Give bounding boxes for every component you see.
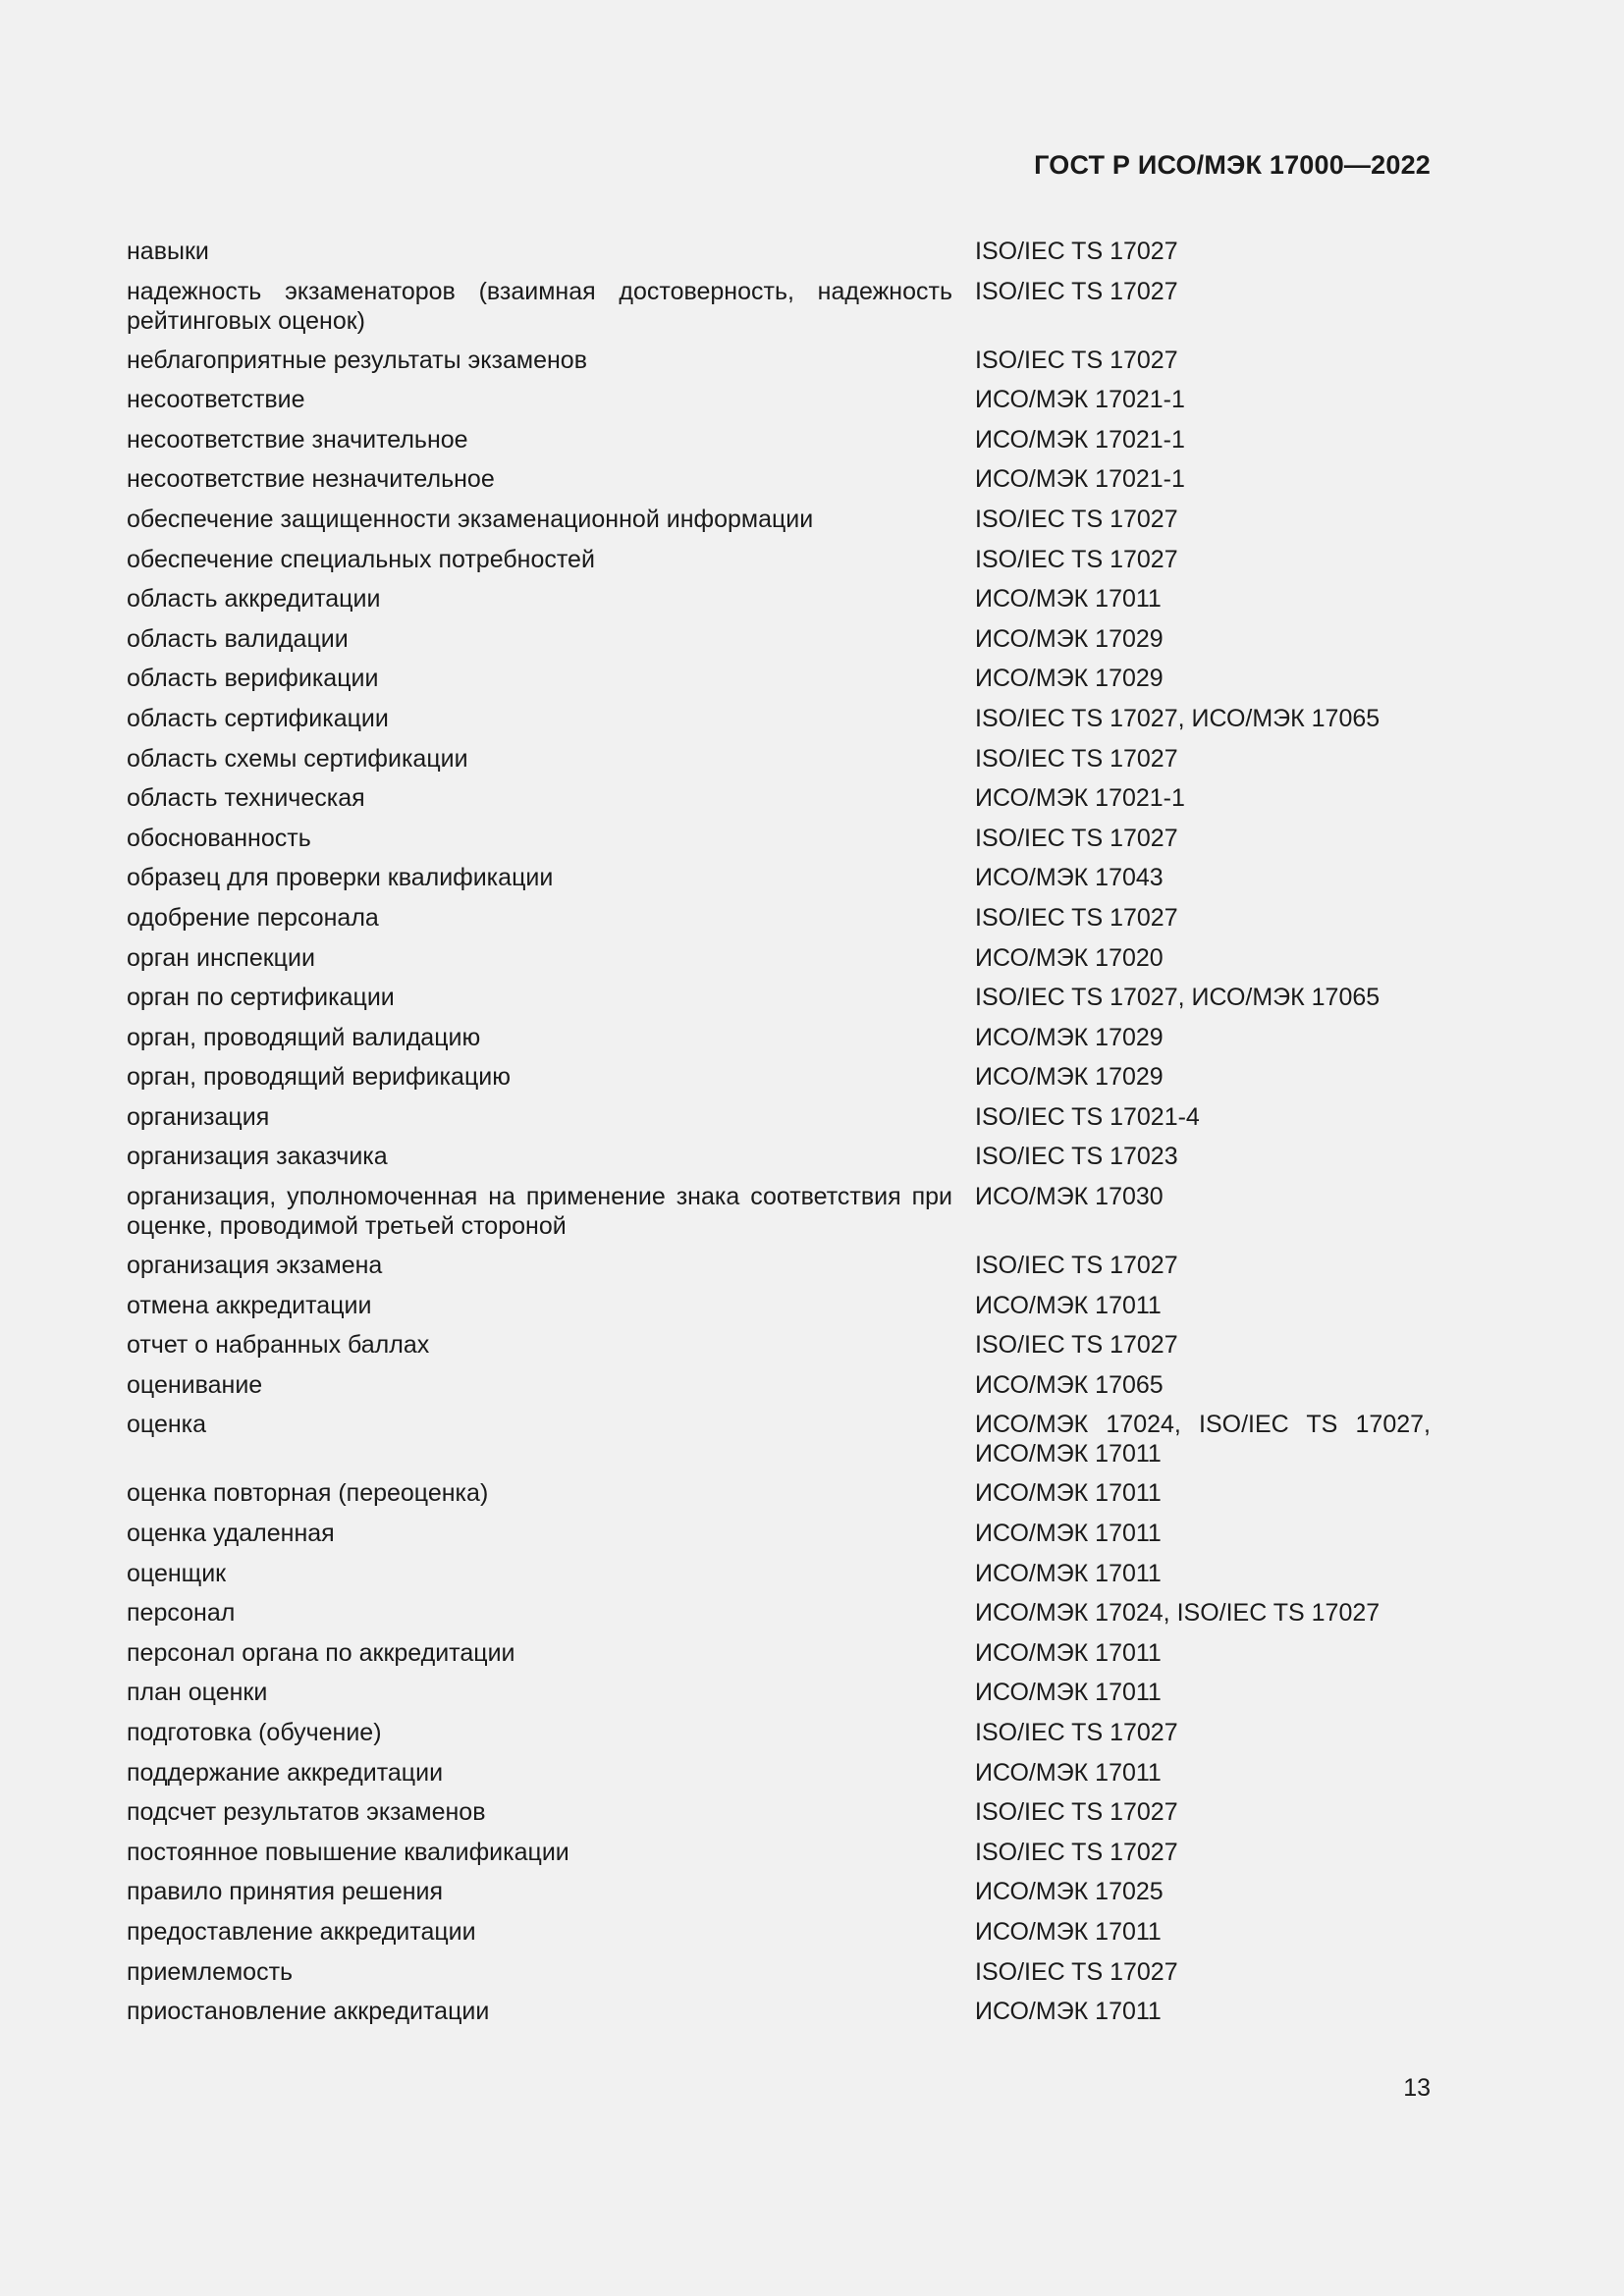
index-entry [127,1369,1431,1410]
index-term: оценка удаленная [127,1520,335,1548]
index-source: ИСО/МЭК 17043 [975,864,1164,892]
index-entry [127,743,1431,783]
index-source: ISO/IEC TS 17027 [975,238,1178,265]
index-entry [127,982,1431,1022]
index-entry [127,1022,1431,1062]
index-term: орган, проводящий валидацию [127,1023,481,1051]
index-entry [127,942,1431,983]
index-entry [127,504,1431,544]
index-source: ИСО/МЭК 17011 [975,585,1162,614]
index-source: ISO/IEC TS 17027, ИСО/МЭК 17065 [975,704,1380,732]
index-term: надежность экзаменаторов (взаимная достоверность, надежность рейтинговых оценок) [127,277,952,335]
index-term: отмена аккредитации [127,1291,372,1319]
index-term: обеспечение защищенности экзаменационной информации [127,505,814,533]
index-entry [127,1677,1431,1717]
index-term: оценка [127,1411,207,1439]
index-entry [127,623,1431,664]
index-term: организация заказчика [127,1143,388,1171]
index-entry [127,782,1431,823]
index-source: ИСО/МЭК 17011 [975,1758,1162,1787]
index-source: ИСО/МЭК 17011 [975,1998,1162,2026]
index-term: персонал органа по аккредитации [127,1638,515,1667]
document-header: ГОСТ Р ИСО/МЭК 17000—2022 [1034,150,1431,180]
index-entry [127,1717,1431,1757]
index-term: орган по сертификации [127,984,395,1012]
index-term: оценивание [127,1370,263,1399]
index-term: несоответствие [127,386,305,414]
index-term: обоснованность [127,824,311,852]
index-source: ИСО/МЭК 17029 [975,624,1164,653]
index-entry [127,1409,1431,1477]
index-term: оценка повторная (переоценка) [127,1479,489,1508]
index-source: ISO/IEC TS 17027 [975,545,1178,573]
index-entry [127,583,1431,623]
index-term: предоставление аккредитации [127,1917,476,1946]
index-entry [127,823,1431,863]
index-term: образец для проверки квалификации [127,864,554,892]
index-term: приемлемость [127,1957,294,1986]
index-term: отчет о набранных баллах [127,1331,430,1360]
index-entry [127,1637,1431,1678]
index-entry [127,236,1431,276]
index-entry [127,1290,1431,1330]
index-term: подготовка (обучение) [127,1719,382,1746]
index-term: одобрение персонала [127,903,379,932]
index-entry [127,1916,1431,1956]
index-source: ISO/IEC TS 17027 [975,903,1178,932]
index-entry [127,1477,1431,1518]
index-source: ИСО/МЭК 17029 [975,1063,1164,1092]
index-entry [127,1518,1431,1558]
index-source: ИСО/МЭК 17011 [975,1479,1162,1508]
index-term: постоянное повышение квалификации [127,1838,569,1866]
index-source: ИСО/МЭК 17030 [975,1183,1164,1211]
index-source: ISO/IEC TS 17027 [975,1798,1178,1827]
index-entry [127,276,1431,345]
index-term: несоответствие незначительное [127,465,495,494]
index-term: неблагоприятные результаты экзаменов [127,346,587,374]
index-term: область схемы сертификации [127,744,468,773]
index-entry [127,1996,1431,2036]
index-source: ИСО/МЭК 17021-1 [975,465,1185,494]
index-source: ИСО/МЭК 17011 [975,1679,1162,1707]
index-entry [127,1876,1431,1916]
index-term: оценщик [127,1559,227,1587]
index-term: орган, проводящий верификацию [127,1063,511,1092]
index-entry [127,1061,1431,1101]
index-term: план оценки [127,1679,268,1707]
index-term: персонал [127,1599,236,1628]
index-term: поддержание аккредитации [127,1758,444,1787]
index-source: ISO/IEC TS 17027 [975,1252,1178,1280]
index-term: область валидации [127,624,349,653]
index-term: несоответствие значительное [127,425,468,454]
index-entry [127,1250,1431,1290]
index-entry [127,1141,1431,1181]
index-source: ISO/IEC TS 17027 [975,277,1178,305]
index-term: орган инспекции [127,943,315,972]
index-term: подсчет результатов экзаменов [127,1798,486,1827]
index-source: ИСО/МЭК 17021-1 [975,784,1185,813]
index-source: ISO/IEC TS 17027, ИСО/МЭК 17065 [975,984,1380,1012]
index-source: ИСО/МЭК 17011 [975,1520,1162,1548]
index-term: правило принятия решения [127,1878,444,1906]
index-entry [127,1597,1431,1637]
index-source: ИСО/МЭК 17011 [975,1638,1162,1667]
index-source: ISO/IEC TS 17027 [975,346,1178,374]
index-entry [127,463,1431,504]
index-term: обеспечение специальных потребностей [127,545,595,573]
term-index-list [127,236,1431,2036]
page-number: 13 [1403,2074,1431,2102]
index-entry [127,1181,1431,1250]
index-entry [127,345,1431,385]
index-entry [127,1796,1431,1837]
index-source: ИСО/МЭК 17029 [975,665,1164,693]
index-entry [127,1329,1431,1369]
index-term: область верификации [127,665,379,693]
index-source: ISO/IEC TS 17027 [975,744,1178,773]
index-source: ISO/IEC TS 17027 [975,505,1178,533]
index-source: ISO/IEC TS 17027 [975,1957,1178,1986]
index-entry [127,1101,1431,1142]
index-term: область аккредитации [127,585,381,614]
index-entry [127,902,1431,942]
index-source: ИСО/МЭК 17011 [975,1291,1162,1319]
index-source: ИСО/МЭК 17024, ISO/IEC TS 17027 [975,1599,1380,1628]
index-source: ИСО/МЭК 17065 [975,1370,1164,1399]
index-source: ИСО/МЭК 17011 [975,1559,1162,1587]
index-entry [127,1837,1431,1877]
index-entry [127,384,1431,424]
index-entry [127,544,1431,584]
index-source: ИСО/МЭК 17020 [975,943,1164,972]
index-source: ISO/IEC TS 17021-4 [975,1102,1200,1131]
index-source: ИСО/МЭК 17029 [975,1023,1164,1051]
index-term: организация [127,1102,270,1131]
index-source: ISO/IEC TS 17023 [975,1143,1178,1171]
index-source: ИСО/МЭК 17024, ISO/IEC TS 17027, ИСО/МЭК 17011 [975,1411,1431,1468]
index-entry [127,1956,1431,1997]
index-source: ИСО/МЭК 17021-1 [975,425,1185,454]
index-entry [127,862,1431,902]
index-source: ISO/IEC TS 17027 [975,1331,1178,1360]
index-source: ISO/IEC TS 17027 [975,824,1178,852]
index-term: область техническая [127,784,365,813]
index-source: ISO/IEC TS 17027 [975,1838,1178,1866]
index-term: приостановление аккредитации [127,1998,490,2026]
index-source: ISO/IEC TS 17027 [975,1719,1178,1746]
index-entry [127,703,1431,743]
index-entry [127,424,1431,464]
index-term: область сертификации [127,704,389,732]
index-source: ИСО/МЭК 17021-1 [975,386,1185,414]
index-source: ИСО/МЭК 17025 [975,1878,1164,1906]
index-term: организация, уполномоченная на применение знака соответствия при оценке, проводимой третьей стороной [127,1183,952,1241]
index-term: организация экзамена [127,1252,383,1280]
index-entry [127,1757,1431,1797]
index-entry [127,663,1431,703]
index-term: навыки [127,238,209,265]
index-source: ИСО/МЭК 17011 [975,1917,1162,1946]
index-entry [127,1558,1431,1598]
